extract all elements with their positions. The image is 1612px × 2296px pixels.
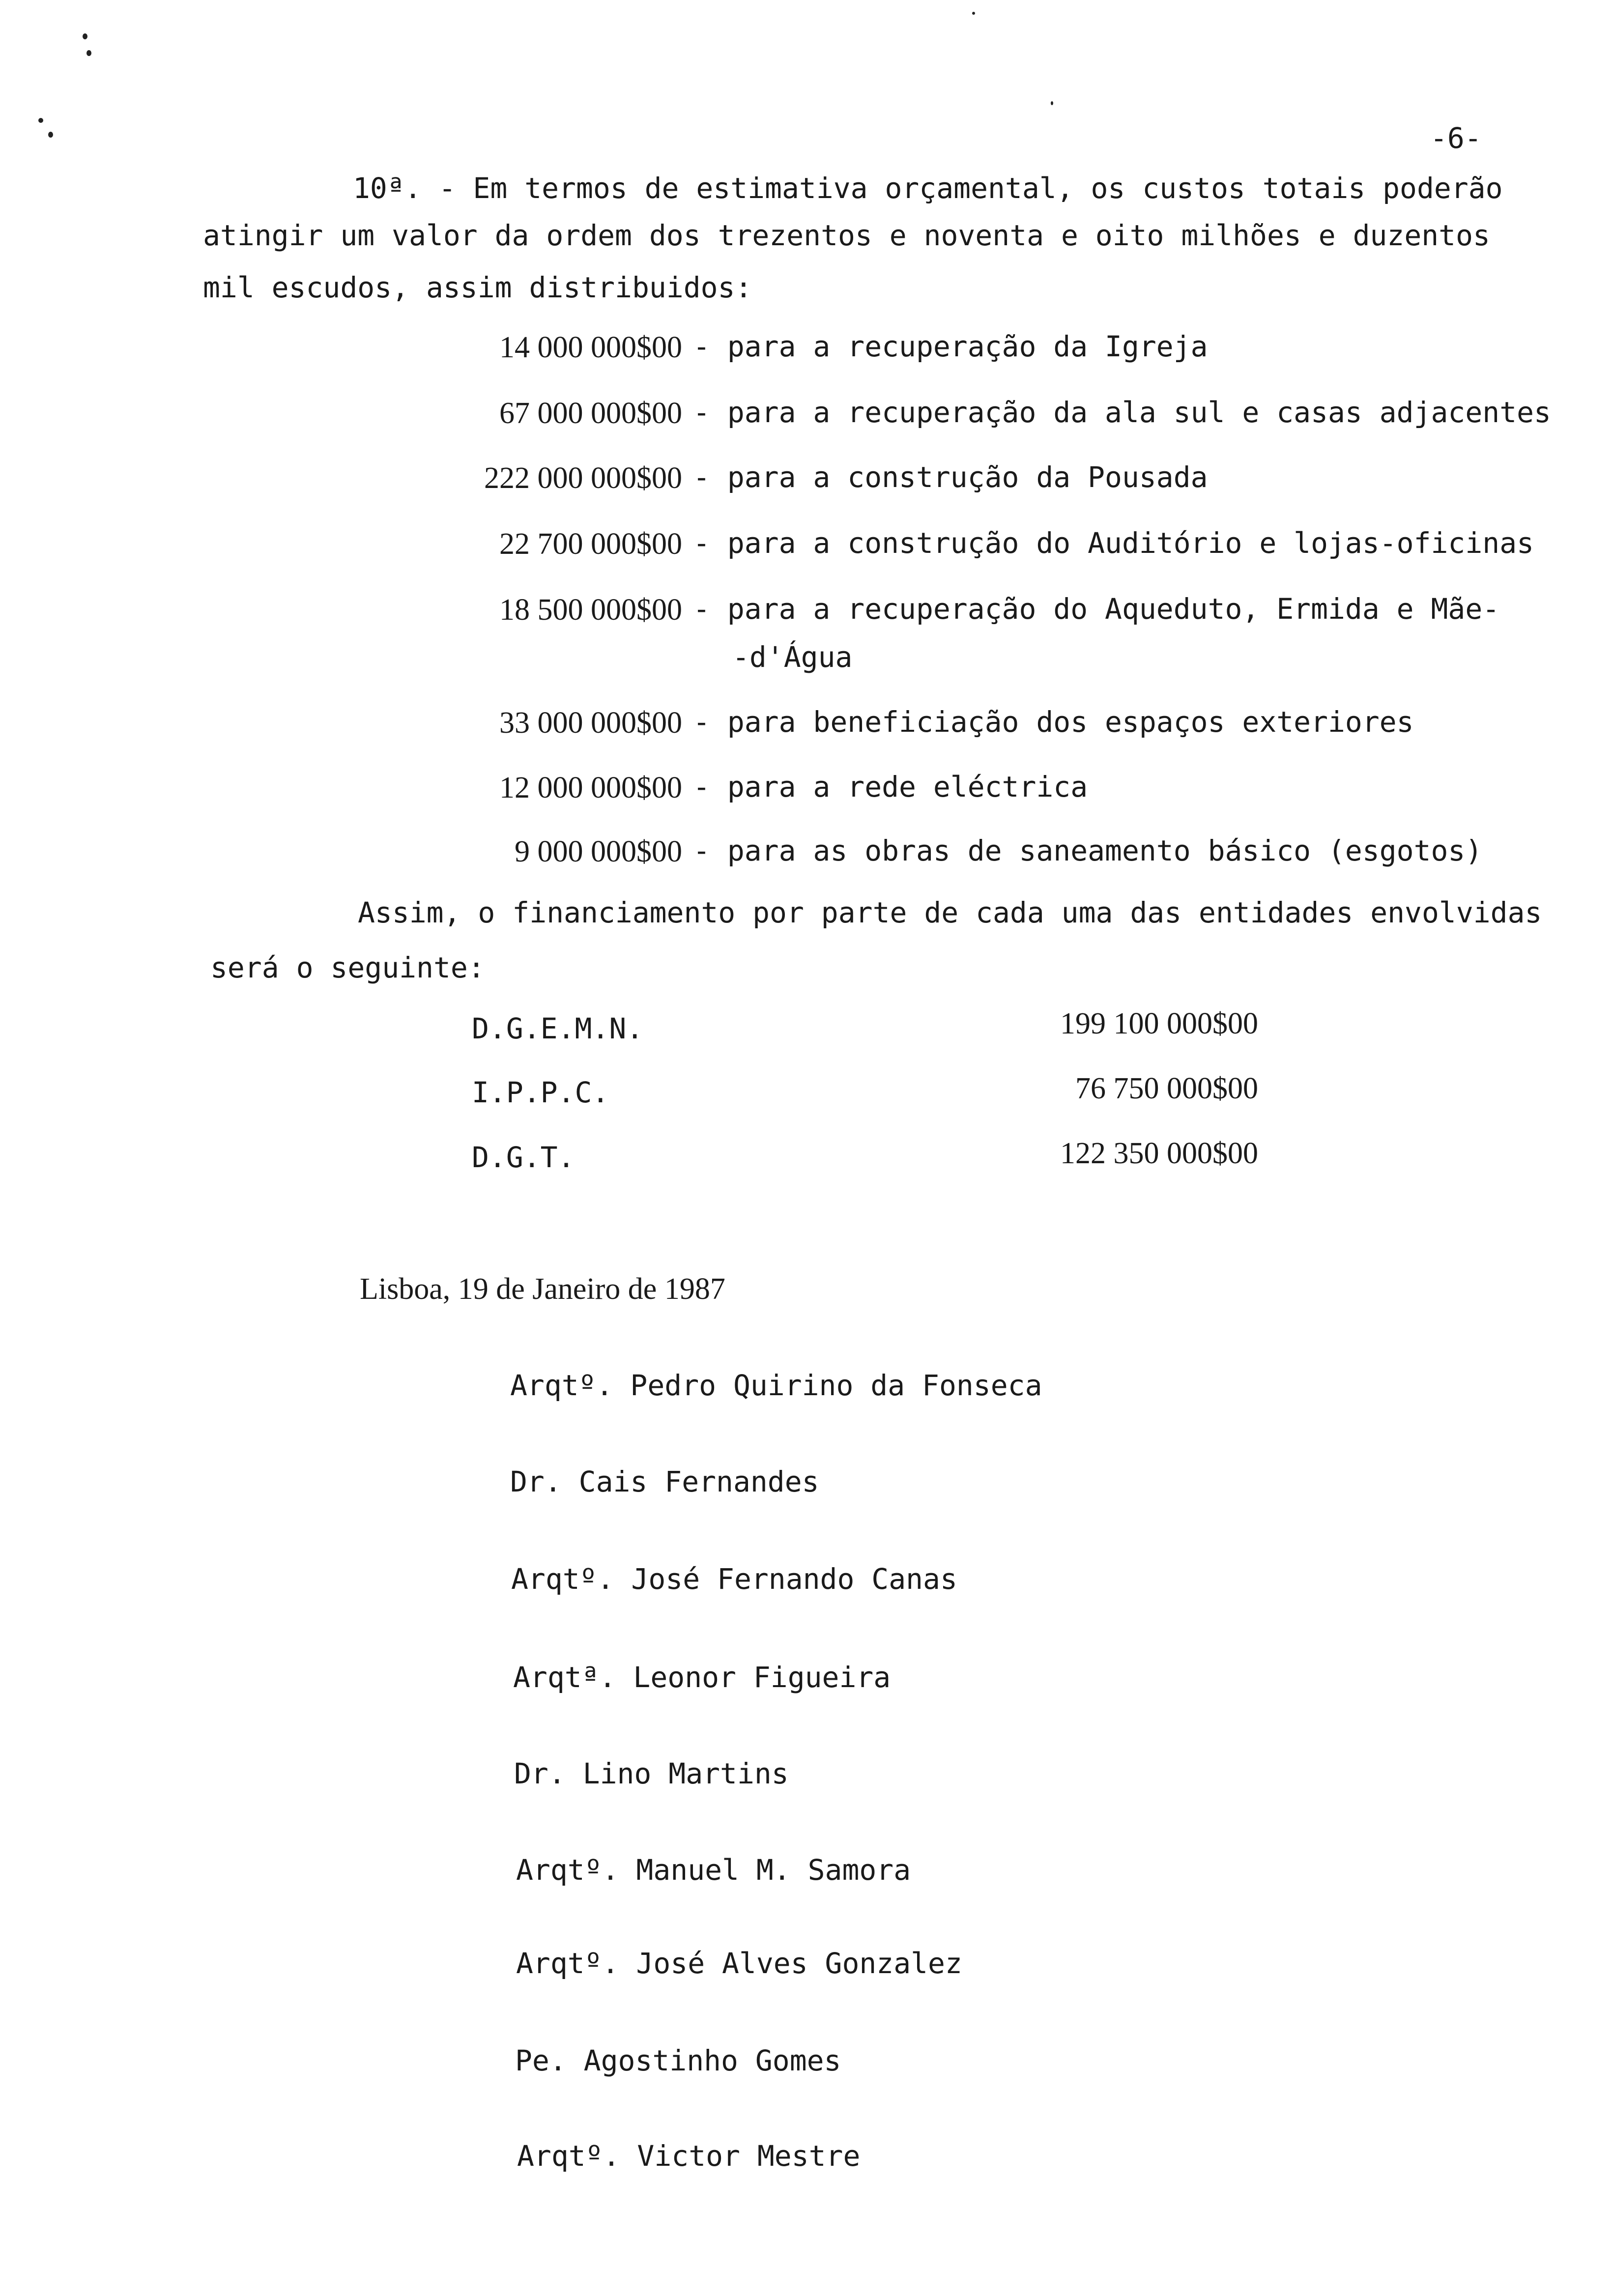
- intro-line-3: mil escudos, assim distribuidos:: [203, 271, 752, 304]
- signatory-name: Arqtª. Leonor Figueira: [513, 1661, 891, 1694]
- budget-description: - para a construção do Auditório e lojas-oficinas: [693, 526, 1534, 560]
- financing-intro-line-2: será o seguinte:: [210, 951, 485, 984]
- budget-amount: 22 700 000$00: [499, 527, 682, 561]
- signatory-name: Pe. Agostinho Gomes: [515, 2044, 841, 2077]
- budget-amount: 18 500 000$00: [499, 593, 682, 627]
- budget-amount: 33 000 000$00: [499, 706, 682, 740]
- signatory-name: Dr. Cais Fernandes: [510, 1465, 819, 1498]
- scan-speck: [48, 132, 53, 138]
- budget-description: - para a recuperação da Igreja: [693, 330, 1208, 363]
- scan-speck: [972, 12, 975, 15]
- signatory-name: Arqtº. Pedro Quirino da Fonseca: [510, 1369, 1042, 1402]
- scan-speck: [86, 50, 91, 56]
- scan-speck: [38, 118, 43, 123]
- financing-amount: 76 750 000$00: [1075, 1072, 1258, 1105]
- financing-amount: 199 100 000$00: [1060, 1007, 1258, 1040]
- page-number: -6-: [1430, 121, 1482, 155]
- budget-amount: 14 000 000$00: [499, 331, 682, 364]
- financing-intro-line-1: Assim, o financiamento por parte de cada uma das entidades envolvidas: [358, 896, 1542, 929]
- budget-description: - para as obras de saneamento básico (esgotos): [693, 834, 1483, 867]
- budget-description: - para a recuperação do Aqueduto, Ermida e Mãe-: [693, 592, 1500, 626]
- budget-amount: 67 000 000$00: [499, 397, 682, 430]
- financing-entity: I.P.P.C.: [472, 1076, 609, 1109]
- signatory-name: Arqtº. Victor Mestre: [517, 2139, 861, 2173]
- budget-description-continuation: -d'Água: [732, 640, 853, 674]
- signatory-name: Arqtº. José Fernando Canas: [511, 1562, 957, 1596]
- budget-description: - para a recuperação da ala sul e casas adjacentes: [693, 396, 1551, 429]
- budget-description: - para a construção da Pousada: [693, 460, 1208, 494]
- financing-amount: 122 350 000$00: [1060, 1137, 1258, 1170]
- intro-line-2: atingir um valor da ordem dos trezentos e noventa e oito milhões e duzentos: [203, 219, 1490, 252]
- signatory-name: Arqtº. José Alves Gonzalez: [516, 1947, 962, 1980]
- budget-amount: 12 000 000$00: [499, 771, 682, 804]
- budget-amount: 222 000 000$00: [484, 461, 682, 495]
- financing-entity: D.G.E.M.N.: [472, 1012, 644, 1045]
- place-date: Lisboa, 19 de Janeiro de 1987: [360, 1272, 725, 1306]
- financing-entity: D.G.T.: [472, 1141, 575, 1174]
- budget-description: - para a rede eléctrica: [693, 770, 1088, 804]
- scan-speck: [1051, 101, 1053, 105]
- signatory-name: Dr. Lino Martins: [514, 1757, 789, 1790]
- budget-amount: 9 000 000$00: [515, 835, 682, 868]
- budget-description: - para beneficiação dos espaços exteriores: [693, 705, 1414, 739]
- scan-speck: [83, 33, 87, 39]
- intro-line-1: 10ª. - Em termos de estimativa orçamental, os custos totais poderão: [353, 172, 1503, 205]
- signatory-name: Arqtº. Manuel M. Samora: [516, 1853, 911, 1887]
